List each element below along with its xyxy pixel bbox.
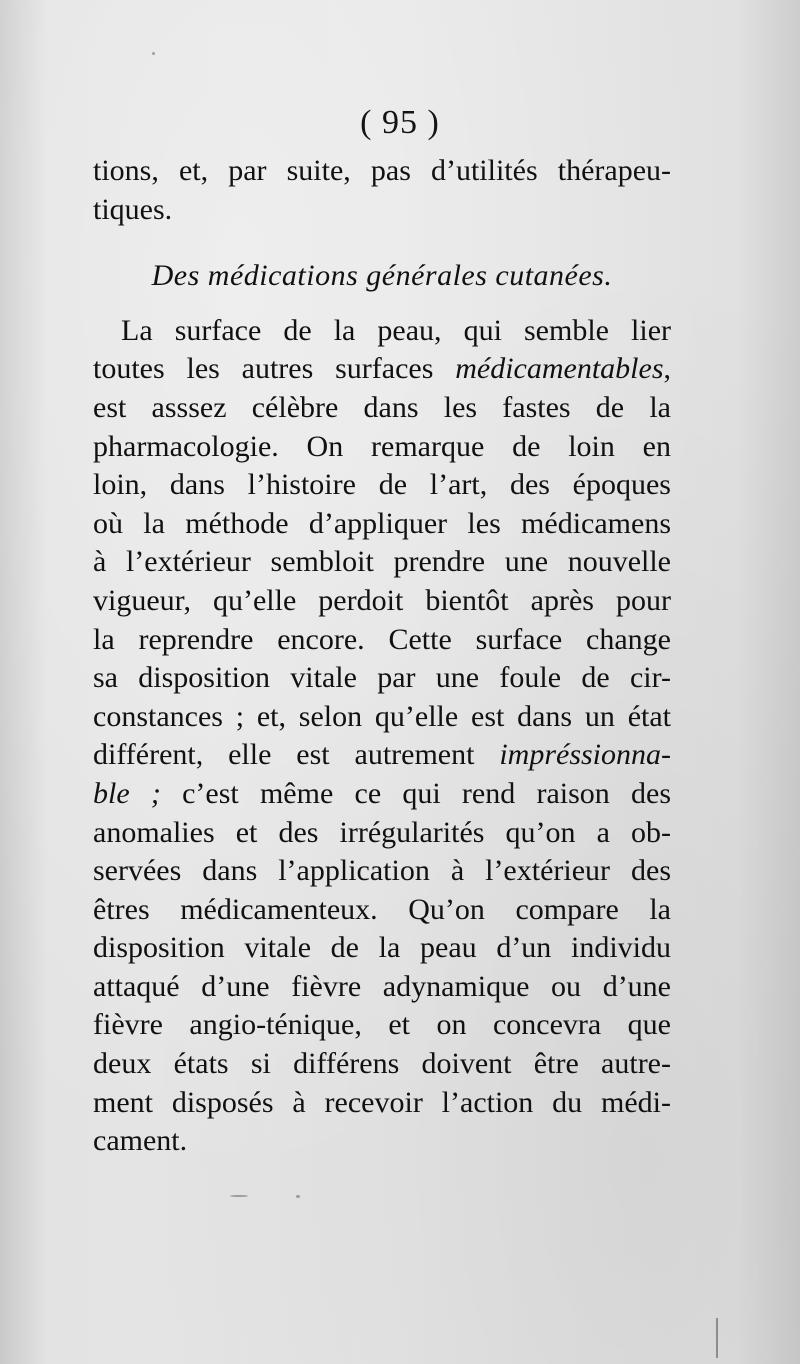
page-number: ( 95 ) [360, 104, 440, 141]
text-line: anomalies et des irrégularités qu’on a ob- [93, 815, 671, 849]
paper-speck [230, 1195, 248, 1197]
text-line: est asssez célèbre dans les fastes de la [93, 390, 671, 424]
text-run: c’est même ce qui rend raison des [160, 776, 671, 810]
section-heading: Des médications générales cutanées. [151, 259, 613, 293]
text-line: tions, et, par suite, pas d’utilités thérapeu- [93, 154, 671, 187]
paragraph-continued [93, 152, 671, 229]
text-line [93, 350, 671, 389]
text-line: constances ; et, selon qu’elle est dans un état [93, 699, 671, 733]
text-line: tiques. [93, 192, 173, 226]
italic-term: ble ; [93, 776, 161, 810]
paragraph-main [93, 312, 671, 1161]
text-line: sa disposition vitale par une foule de cir- [93, 661, 671, 695]
text-line: attaqué d’une fièvre adynamique ou d’une [93, 969, 671, 1003]
text-line: fièvre angio-ténique, et on concevra que [93, 1008, 671, 1042]
paper-speck [152, 52, 155, 55]
text-line: disposition vitale de la peau d’un individu [93, 931, 671, 965]
text-line: cament. [93, 1124, 188, 1158]
text-line: La surface de la peau, qui semble lier [121, 313, 671, 347]
text-line: ment disposés à recevoir l’action du médi- [93, 1085, 671, 1119]
text-line: à l’extérieur sembloit prendre une nouvelle [93, 545, 671, 579]
text-line: vigueur, qu’elle perdoit bientôt après pour [93, 583, 671, 617]
text-line: où la méthode d’appliquer les médicamens [93, 506, 671, 540]
text-line: servées dans l’application à l’extérieur des [93, 854, 671, 888]
text-line [93, 736, 671, 775]
text-block [93, 152, 671, 1161]
text-line: deux états si différens doivent être autre- [93, 1047, 671, 1081]
page-crease-mark [716, 1318, 718, 1358]
text-line: pharmacologie. On remarque de loin en [93, 429, 671, 463]
italic-term: médicamentables [455, 352, 664, 386]
text-line [93, 775, 671, 814]
text-run: , [663, 352, 671, 386]
italic-term: impréssionna- [499, 738, 671, 772]
text-line: loin, dans l’histoire de l’art, des époques [93, 468, 671, 502]
text-run: toutes les autres surfaces [93, 352, 456, 386]
text-run: différent, elle est autrement [93, 738, 500, 772]
text-line: la reprendre encore. Cette surface change [93, 622, 671, 656]
paper-speck [296, 1195, 300, 1198]
text-line: êtres médicamenteux. Qu’on compare la [93, 892, 671, 926]
